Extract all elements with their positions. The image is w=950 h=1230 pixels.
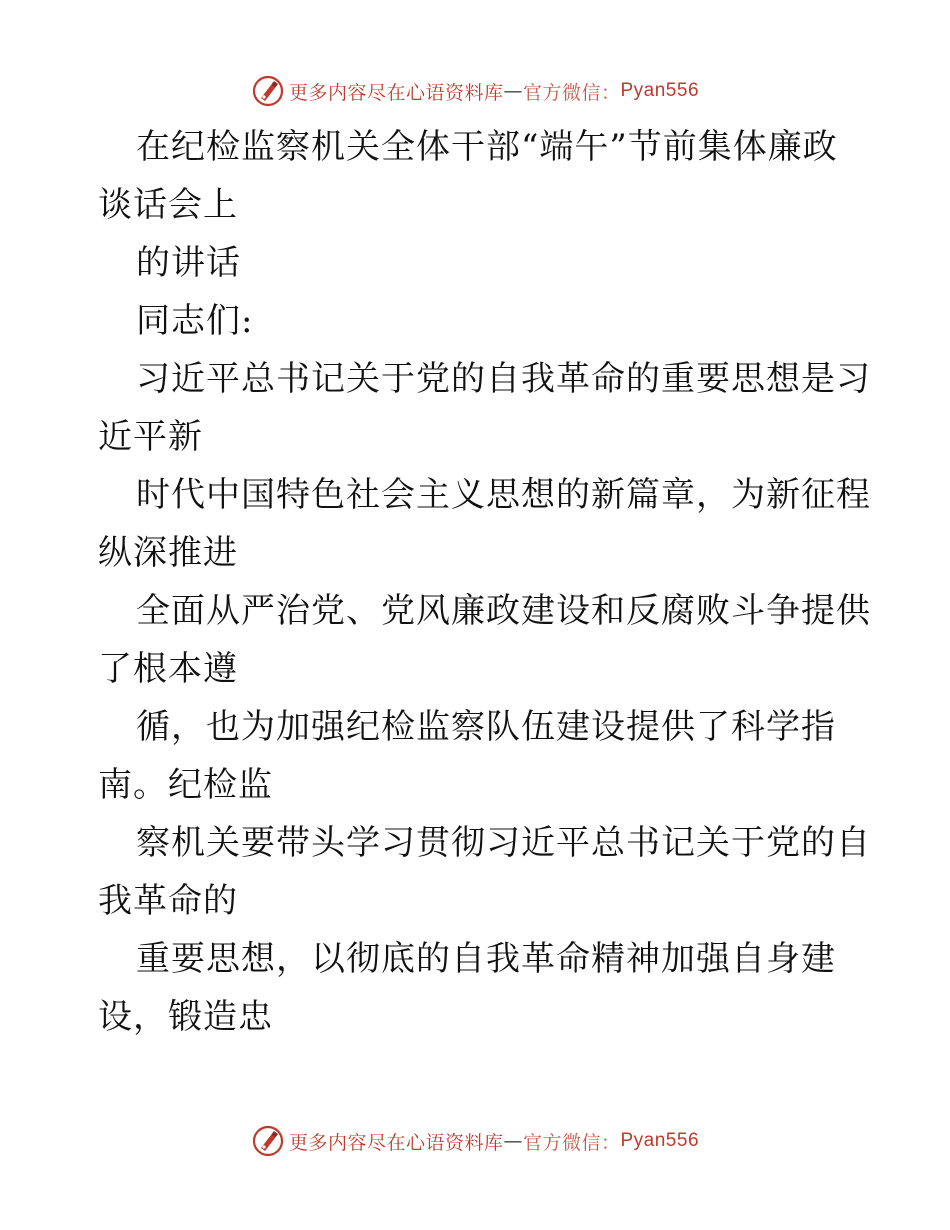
pen-nib-logo-icon: [251, 1124, 285, 1158]
banner-main-text: 更多内容尽在心语资料库: [288, 1131, 504, 1154]
text-line: 习近平总书记关于党的自我革命的重要思想是习: [136, 359, 871, 399]
text-line: 时代中国特色社会主义思想的新篇章，为新征程: [136, 475, 871, 515]
footer-banner: [0, 1121, 950, 1161]
text-line: 近平新: [98, 417, 203, 457]
text-line: 在纪检监察机关全体干部“端午”节前集体廉政: [136, 127, 838, 167]
banner-wechat-label: 官方微信：: [522, 1131, 621, 1154]
document-body: [98, 118, 871, 1046]
text-line: 察机关要带头学习贯彻习近平总书记关于党的自: [136, 823, 871, 863]
banner-account: Pyan556: [620, 1130, 700, 1151]
banner-wechat-label: 官方微信：: [522, 81, 621, 104]
text-line: 循，也为加强纪检监察队伍建设提供了科学指: [136, 707, 836, 747]
text-line: 谈话会上: [98, 185, 238, 225]
text-line: 设，锻造忠: [98, 997, 273, 1037]
text-line: 重要思想，以彻底的自我革命精神加强自身建: [136, 939, 836, 979]
banner-account: Pyan556: [620, 80, 700, 101]
banner-main-text: 更多内容尽在心语资料库: [288, 81, 504, 104]
header-banner: [0, 71, 950, 111]
text-line: 了根本遵: [98, 649, 238, 689]
text-line: 全面从严治党、党风廉政建设和反腐败斗争提供: [136, 591, 871, 631]
text-line: 我革命的: [98, 881, 238, 921]
text-line: 的讲话: [136, 243, 241, 283]
pen-nib-logo-icon: [251, 74, 285, 108]
text-line: 同志们:: [136, 301, 254, 341]
text-line: 纵深推进: [98, 533, 238, 573]
banner-dash: —: [503, 1130, 523, 1152]
banner-dash: —: [503, 80, 523, 102]
text-line: 南。纪检监: [98, 765, 273, 805]
